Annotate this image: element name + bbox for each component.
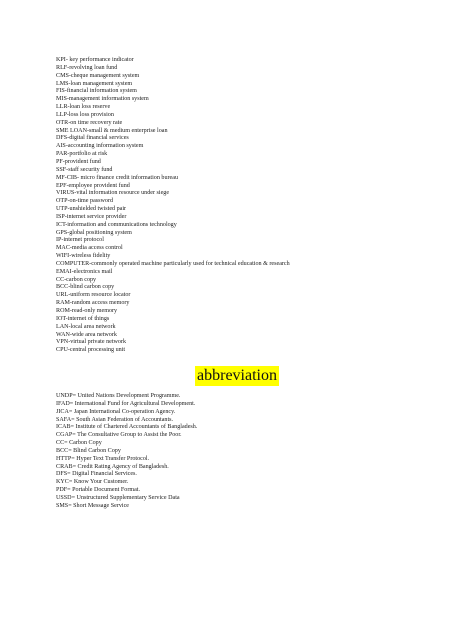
glossary-item: SSF-staff security fund (56, 166, 113, 173)
glossary-item: LLR-loan loss reserve (56, 104, 111, 111)
abbreviation-item: BCC= Blind Carbon Copy (56, 447, 121, 454)
glossary-item: PAR-portfolio at risk (56, 151, 108, 158)
glossary-item: MIS-management information system (56, 96, 149, 103)
glossary-item: URL-uniform resource locator (56, 292, 131, 299)
abbreviation-item: CGAP= The Consultative Group to Assist the Poor. (56, 432, 182, 439)
abbreviation-item: USSD= Unstructured Supplementary Service Data (56, 494, 180, 501)
glossary-item: RAM-random access memory (56, 300, 130, 307)
glossary-item: WIFI-wireless fidelity (56, 253, 111, 260)
glossary-item: PF-provident fund (56, 158, 101, 165)
glossary-item: UTP-unshielded twisted pair (56, 206, 127, 213)
glossary-item: MAC-media access control (56, 245, 123, 252)
abbreviation-list (56, 393, 456, 511)
abbreviation-item: UNDP= United Nations Development Programme. (56, 393, 181, 399)
glossary-item: ROM-read-only memory (56, 308, 118, 314)
glossary-item: IP-internet protocol (56, 237, 104, 244)
glossary-item: RLF-revolving loan fund (56, 64, 118, 71)
glossary-item: WAN-wide area network (56, 331, 117, 338)
glossary-item: CMS-cheque management system (56, 72, 140, 79)
glossary-item: EPF-employee provident fund (56, 182, 130, 189)
glossary-item: VPN-virtual private network (56, 339, 127, 346)
glossary-item: VIRUS-vital information resource under siege (56, 190, 170, 197)
heading-container (0, 366, 474, 386)
glossary-item: IOT-internet of things (56, 315, 110, 322)
abbreviation-item: SAFA= South Asian Federation of Accountants. (56, 416, 174, 423)
glossary-item: FIS-financial information system (56, 88, 137, 95)
abbreviation-item: ICAB= Institute of Chartered Accountants of Bangladesh. (56, 424, 198, 431)
glossary-item: LAN-local area network (56, 323, 116, 330)
glossary-item: OTP-on-time password (56, 198, 114, 205)
abbreviation-item: CRAB= Credit Rating Agency of Bangladesh. (56, 463, 169, 470)
glossary-item: CC-carbon copy (56, 276, 97, 283)
glossary-item: OTR-on time recovery rate (56, 119, 123, 126)
glossary-item: EMAI-electronics mail (56, 268, 113, 275)
abbreviation-item: DFS= Digital Financial Services. (56, 471, 137, 478)
glossary-item: LMS-loan management system (56, 80, 133, 87)
abbreviation-item: PDF= Portable Document Format. (56, 487, 141, 494)
abbreviation-heading: abbreviation (197, 367, 277, 384)
glossary-item: AIS-accounting information system (56, 143, 144, 150)
glossary-item: CPU-central processing unit (56, 347, 126, 354)
glossary-item: SME LOAN-small & medium enterprise loan (56, 127, 168, 134)
abbreviation-item: HTTP= Hyper Text Transfer Protocol. (56, 455, 150, 462)
glossary-item: KPI- key performance indicator (56, 57, 134, 63)
glossary-item: BCC-blind carbon copy (56, 284, 115, 291)
abbreviation-item: JICA= Japan International Co-operation Agency. (56, 408, 176, 415)
abbreviation-item: SMS= Short Message Service (56, 502, 130, 509)
glossary-item: GPS-global positioning system (56, 229, 132, 236)
abbreviation-item: KYC= Know Your Customer. (56, 479, 129, 486)
glossary-list (56, 57, 456, 355)
glossary-item: DFS-digital financial services (56, 135, 129, 142)
glossary-item: MF-CIB- micro finance credit information bureau (56, 174, 179, 181)
glossary-item: ICT-information and communications technology (56, 221, 177, 228)
abbreviation-item: CC= Carbon Copy (56, 440, 102, 447)
glossary-item: LLP-loss loss provision (56, 111, 114, 118)
abbreviation-item: IFAD= International Fund for Agricultural Development. (56, 400, 196, 407)
glossary-item: ISP-internet service provider (56, 213, 127, 220)
glossary-item: COMPUTER-commonly operated machine particularly used for technical education & research (56, 260, 290, 267)
